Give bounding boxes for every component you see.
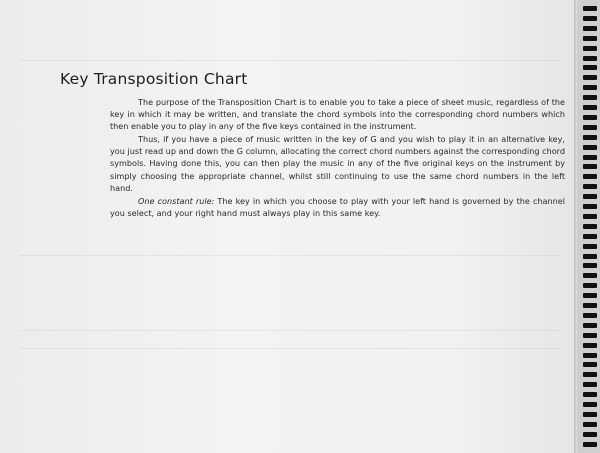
binding-coil (583, 422, 597, 427)
binding-coil (583, 412, 597, 417)
binding-coil (583, 204, 597, 209)
binding-coil (583, 333, 597, 338)
page-edge-shadow (574, 0, 577, 453)
show-through-text (70, 34, 90, 58)
binding-coil (583, 273, 597, 278)
binding-coil (583, 353, 597, 358)
binding-coil (583, 442, 597, 447)
binding-coil (583, 164, 597, 169)
show-through-rule (20, 255, 560, 256)
binding-coil (583, 392, 597, 397)
rule-label: One constant rule: (138, 195, 215, 206)
paragraph-rule (110, 195, 565, 219)
binding-coil (583, 75, 597, 80)
binding-coil (583, 174, 597, 179)
binding-coil (583, 323, 597, 328)
binding-coil (583, 6, 597, 11)
binding-coil (583, 135, 597, 140)
binding-coil (583, 313, 597, 318)
binding-coil (583, 254, 597, 259)
paragraph-purpose (110, 96, 565, 132)
binding-coil (583, 184, 597, 189)
binding-coil (583, 432, 597, 437)
binding-coil (583, 382, 597, 387)
show-through-rule (20, 330, 560, 331)
binding-coil (583, 362, 597, 367)
binding-coil (583, 194, 597, 199)
show-through-rule (20, 348, 560, 349)
page-title: Key Transposition Chart (60, 70, 248, 88)
binding-coil (583, 244, 597, 249)
show-through-rule (20, 60, 560, 61)
binding-coil (583, 224, 597, 229)
binding-coil (583, 234, 597, 239)
binding-coil (583, 402, 597, 407)
binding-coil (583, 56, 597, 61)
binding-coil (583, 214, 597, 219)
binding-coil (583, 372, 597, 377)
binding-coil (583, 303, 597, 308)
binding-coil (583, 115, 597, 120)
binding-coil (583, 95, 597, 100)
body-text (110, 96, 565, 219)
binding-coil (583, 145, 597, 150)
binding-coil (583, 343, 597, 348)
paragraph-text: The purpose of the Transposition Chart is to enable you to take a piece of sheet music, regardless of the key in which it may be written, and translate the chord symbols into the corresponding chord numbers which then enable you to play in any of the five keys contained in the instrument. (110, 97, 565, 132)
paragraph-text: The key in which you choose to play with your left hand is governed by the channel you select, and your right hand must always play in this same key. (110, 195, 565, 218)
binding-coil (583, 283, 597, 288)
binding-coil (583, 16, 597, 21)
binding-coil (583, 293, 597, 298)
binding-coil (583, 125, 597, 130)
binding-coil (583, 155, 597, 160)
binding-coil (583, 105, 597, 110)
binding-coil (583, 46, 597, 51)
binding-coil (583, 36, 597, 41)
paragraph-example (110, 133, 565, 193)
binding-coil (583, 26, 597, 31)
binding-coil (583, 263, 597, 268)
binding-coil (583, 85, 597, 90)
paragraph-text: Thus, if you have a piece of music written in the key of G and you wish to play it in an alternative key, you just read up and down the G column, allocating the correct chord numbers against the corresponding chord symbols. Having done this, you can then play the music in any of the five original keys on the instrument by simply choosing the appropriate channel, whilst still continuing to use the same chord numbers in the left hand. (110, 134, 565, 193)
binding-coil (583, 65, 597, 70)
